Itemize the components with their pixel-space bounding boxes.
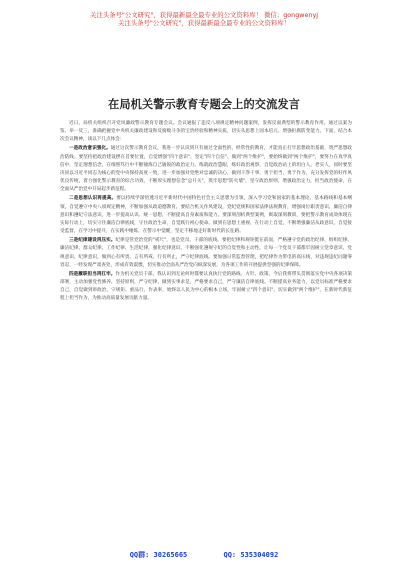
paragraph-lead: 一是政治意识强化。 <box>69 146 111 152</box>
paragraph-text: 要以持续学深悟透习近平新时代中国特色社会主义思想为引领，深入学习党和国家的基本理论、基本路线和基本纲领，自觉遵守中央八项规定精神，不断加强从政道德教育。要结合机关作风建设，党纪党规和国家法律法规教育，增强岗位职责意识、廉洁自律意识和遵纪守法意识，进一步提高认识、统一思想，不断提高自身素质和能力。要深刻剖析典型案例，吸取深刻教训，要把警示教育成效体现在实际行动上，切实守住廉洁自律底线，守住政治生命，自觉践行初心使命。做到在思想上重视、在行动上自觉，不断增强廉洁从政意识，自觉接受监督，在学习中提升，在实践中锤炼，在警示中觉醒，坚定不移地走好新时代的长征路。 <box>60 196 352 235</box>
header-banner <box>0 9 408 39</box>
document-title: 在局机关警示教育专题会上的交流发言 <box>108 98 300 111</box>
paragraph-point-2 <box>60 195 352 236</box>
banner-line-2: 关注头条号"公文研究"，获得最新最全最专业的公文资料库！ <box>117 19 291 28</box>
footer-contact <box>0 550 408 560</box>
paragraph-lead: 三是纪律建设再压实。 <box>69 238 116 244</box>
paragraph-point-3 <box>60 237 352 270</box>
paragraph-text: 纪律是管党治党的"戒尺"，也是党员、干部的底线。要把纪律和规矩挺在前面，严格遵守党的政治纪律、组织纪律、廉洁纪律、群众纪律、工作纪律、生活纪律，强化纪律意识，不断强化遵规守纪的自觉性和主动性。让每一个党员干部都牢固树立党章意识、党规意识、纪律意识，做到心有所畏、言有所戒、行有所止，严守纪律底线。要加强日常监督管理，把纪律作为带电的高压线，对违规违纪问题零容忍，一经发现严肃查处，形成有效震慑，切实推动全面从严治党向纵深发展，为各项工作的开展提供坚强的纪律保障。 <box>60 238 352 268</box>
paragraph-text: 通过这次警示教育会议，我进一步认识到只有通过全面性的、经常性的教育，才能真正打牢思想政治基础，筑严思想政治防线。要坚持把政治建设摆在首要位置，自觉增强"四个意识"、坚定"四个自信"、做到"两个维护"，要始终做到"两个维护"，要努力在真学真信中，坚定理想信念，在细照笃行中不断锤炼自己敏锐的政治定力。练就政治慧眼，练好政治观察，自觉政治站上的坦白人。老实人，同时要坚决同以习近平同志为核心的党中央保持高度一致，进一步加强对党绝对忠诚的决心，做到干净干事，勇于担当，勇于作为，充分发挥党的好作风优良传统，着力强化警示教育的综合功效。不断厚实理想信念"总开关"，筑牢思想"防火墙"，坚守政治原则，增强政治定力，担当政治使命，在全面从严治党中开局起步新征程。 <box>60 146 352 193</box>
document-body <box>60 120 352 545</box>
banner-line-1: 关注头条号"公文研究"，获得最新最全最专业的公文资料库！ 微信：gongwenyj <box>89 11 319 19</box>
paragraph-point-1 <box>60 145 352 194</box>
paragraph-point-4 <box>60 271 352 304</box>
paragraph-lead: 二是思想认识再提高。 <box>69 196 117 202</box>
paragraph-text: 近日，局机关组织召开党风廉政警示教育专题会议。会议通报了违反八项规定精神问题案例，发挥反面典型的警示教育作用。通过以案为鉴、举一反三，准确把握党中央机关廉政建设和反腐败斗争的宝贵经验和精神实质，切实从思想上固本培元、增强拒腐防变能力。下面，结合本次会议精神，谈以下几点体会： <box>60 121 352 143</box>
footer-qq: QQ: 535304092 <box>223 551 279 559</box>
paragraph-text: 作为机关党员干部，我认识到无论何时都要认真执行党的路线、方针、政策，今后我将带头贯彻落实党中央各项决策部署，主动加强党性修养，坚持原则，严守纪律，做到实事求是，严格要求自己，严守廉洁自律底线。不断提高业务能力，以党员标准严格要求自己，自觉做到讲政治、守规矩、重品行、作表率，始终以人民为中心的根本立场，牢固树立"四个意识"、切实做到"两个维护"，在新时代新征程上担当作为，为推动高质量发展贡献力量。 <box>60 271 352 302</box>
paragraph-intro <box>60 120 352 144</box>
paragraph-lead: 四是履职担当再扛牢。 <box>69 271 116 277</box>
footer-qq-group: QQ群: 30265665 <box>129 551 188 559</box>
